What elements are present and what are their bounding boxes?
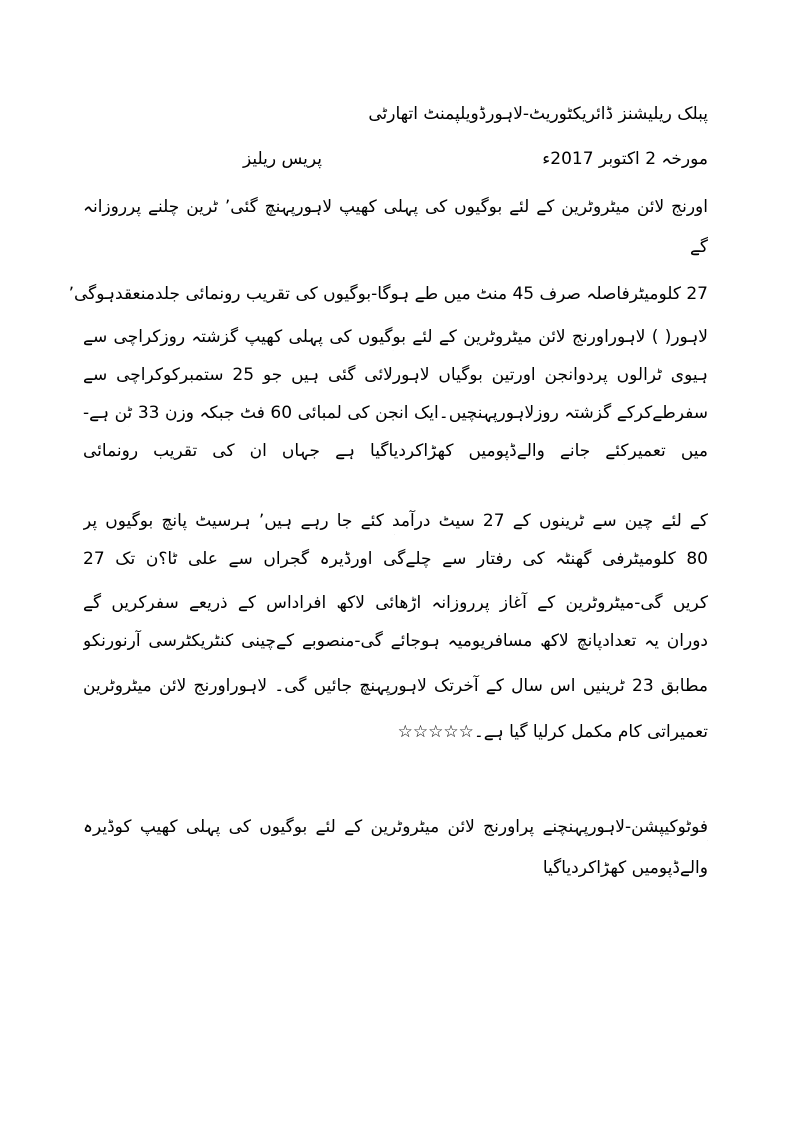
body-line: دوران یہ تعدادپانچ لاکھ مسافریومیہ ہوجائے گی-منصوبے کےچینی کنٹریکٹرسی آرنورنکو xyxy=(83,631,708,651)
date-row xyxy=(243,147,708,171)
press-release-label: پریس ریلیز xyxy=(243,149,322,169)
headline-line-1: اورنج لائن میٹروٹرین کے لئے بوگیوں کی پہلی کھیپ لاہورپہنچ گئی٬ ٹرین چلنے پرروزانہ xyxy=(83,197,708,217)
body-line: سفرطےکرکے گزشتہ روزلاہورپہنچیں۔ایک انجن کی لمبائی 60 فٹ جبکہ وزن 33 ٹن ہے- xyxy=(83,403,708,423)
subheadline: 27 کلومیٹرفاصلہ صرف 45 منٹ میں طے ہوگا-بوگیوں کی تقریب رونمائی جلدمنعقدہوگی٬ xyxy=(68,284,708,304)
department-heading: پبلک ریلیشنز ڈائریکٹوریٹ-لاہورڈویلپمنٹ اتھارٹی xyxy=(368,104,708,124)
body-line: مطابق 23 ٹرینیں اس سال کے آخرتک لاہورپہنچ جائیں گی۔ لاہوراورنج لائن میٹروٹرین xyxy=(83,676,708,696)
body-line: کریں گی-میٹروٹرین کے آغاز پرروزانہ اڑھائی لاکھ افراداس کے ذریعے سفرکریں گے xyxy=(83,593,708,613)
body-line: لاہور( ) لاہوراورنج لائن میٹروٹرین کے لئے بوگیوں کی پہلی کھیپ گزشتہ روزکراچی سے xyxy=(83,327,708,347)
headline-line-2: گے xyxy=(689,237,708,257)
body-line: ہیوی ٹرالوں پردوانجن اورتین بوگیاں لاہورلائی گئی ہیں جو 25 ستمبرکوکراچی سے xyxy=(83,365,708,385)
body-line-last: تعمیراتی کام مکمل کرلیا گیا ہے۔☆☆☆☆☆ xyxy=(397,722,708,742)
body-line: 80 کلومیٹرفی گھنٹہ کی رفتار سے چلےگی اورڈیرہ گجراں سے علی ٹا؟ن تک 27 xyxy=(83,549,708,569)
body-line: میں تعمیرکئے جانے والےڈپومیں کھڑاکردیاگیا ہے جہاں ان کی تقریب رونمائی xyxy=(83,441,708,461)
release-date: مورخہ 2 اکتوبر 2017ء xyxy=(542,149,708,169)
photo-caption-line-2: والےڈپومیں کھڑاکردیاگیا xyxy=(542,858,708,878)
body-line: کے لئے چین سے ٹرینوں کے 27 سیٹ درآمد کئے جا رہے ہیں٬ ہرسیٹ پانچ بوگیوں پر xyxy=(83,511,708,531)
photo-caption-line-1: فوٹوکیپشن-لاہورپہنچنے پراورنج لائن میٹروٹرین کے لئے بوگیوں کی پہلی کھیپ کوڈیرہ xyxy=(83,817,708,837)
